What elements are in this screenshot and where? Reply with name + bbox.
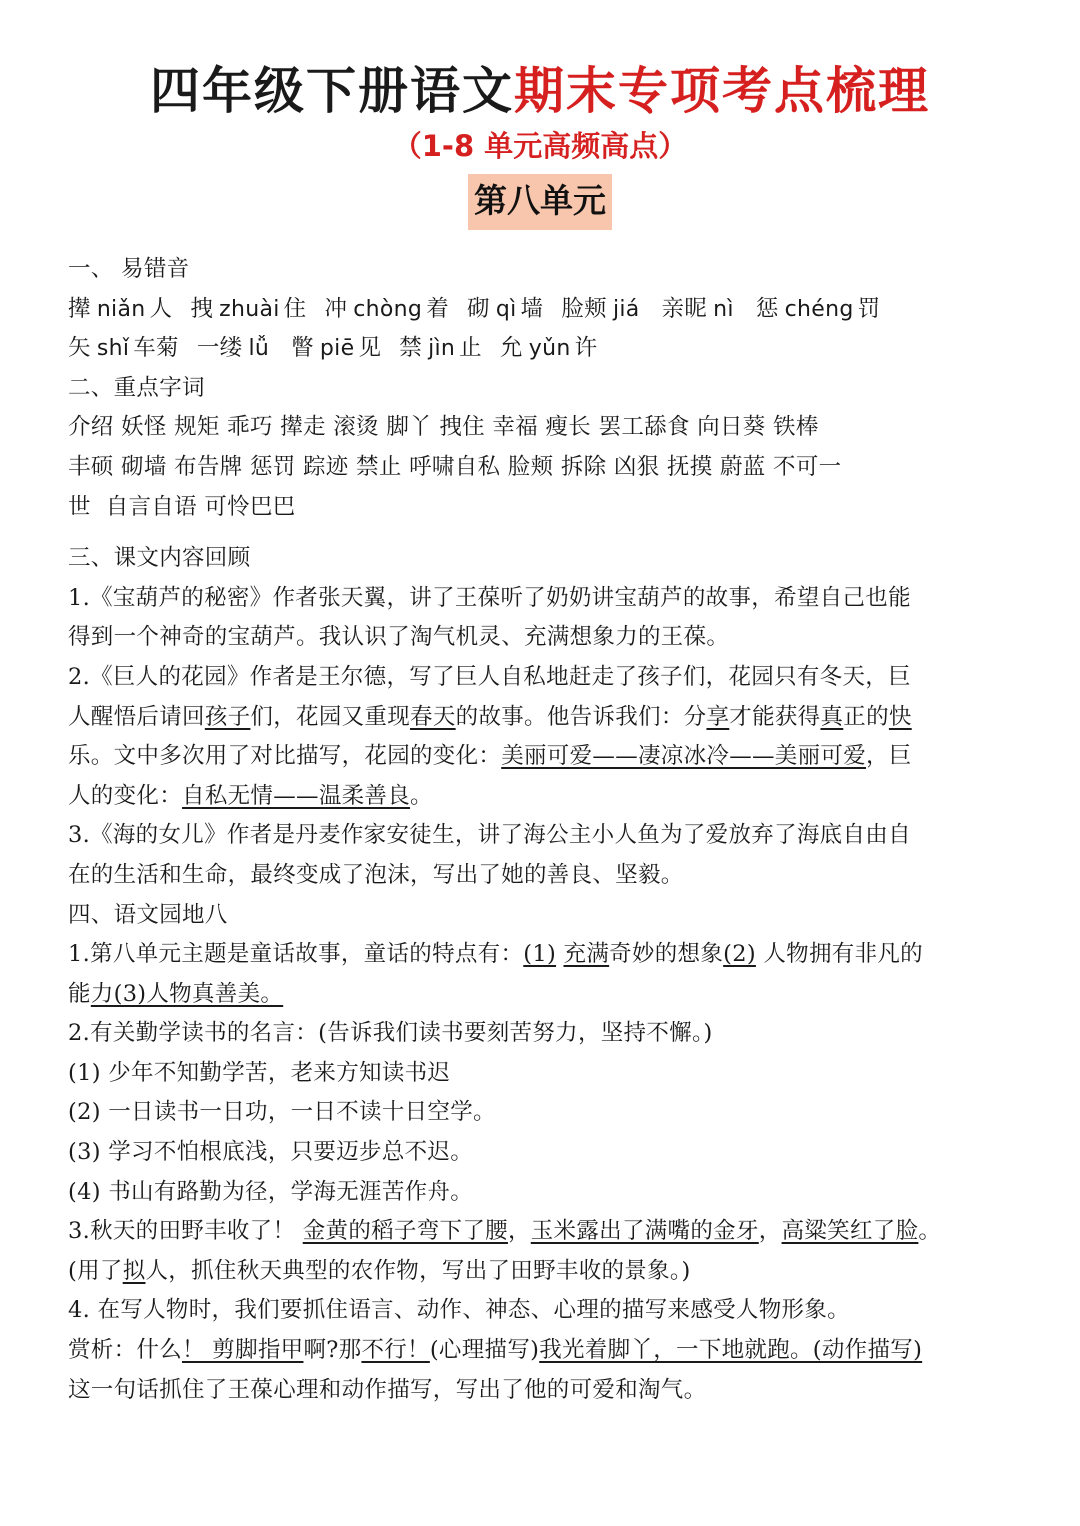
analysis-line-1: [68, 1331, 1018, 1371]
underlined-text: 真: [820, 703, 844, 730]
pinyin: yǔn: [528, 336, 571, 362]
text-run: 人物拥有非凡的: [755, 941, 923, 968]
underlined-text: 不行！: [361, 1337, 430, 1364]
hanzi: 见: [358, 335, 382, 362]
pinyin-item: [324, 296, 449, 322]
pinyin: nì: [713, 296, 734, 322]
text-run: 才能获得: [729, 703, 821, 730]
text-run: 人的变化：: [68, 782, 183, 809]
section-heading-pronunciation: 一、 易错音: [68, 256, 190, 282]
hanzi: 一缕: [196, 335, 243, 362]
analysis-line-2: 这一句话抓住了王葆心理和动作描写，写出了他的可爱和淘气。: [68, 1376, 707, 1403]
text-run: 啊?那: [303, 1337, 362, 1364]
underlined-text: 快: [888, 703, 912, 730]
pinyin-item: [68, 296, 172, 322]
underlined-text: 充满: [563, 941, 610, 968]
page-subtitle: （1-8 单元高频高点）: [392, 129, 688, 163]
underlined-text: 孩子: [204, 703, 251, 730]
hanzi: 许: [574, 335, 598, 362]
underlined-text: ！ 剪脚指甲: [182, 1337, 304, 1364]
pinyin-item: [291, 335, 381, 361]
hanzi: 惩: [755, 295, 779, 322]
pinyin-item: [662, 296, 738, 322]
text-run: (心理描写): [429, 1337, 540, 1364]
pinyin-item: [467, 296, 543, 322]
underlined-text: 拟: [122, 1257, 146, 1284]
garden-item-1-line-2: [68, 975, 1018, 1015]
text-run: 的故事。他告诉我们：分: [455, 703, 707, 730]
text-run: 正的: [843, 703, 889, 730]
hanzi: 撵: [68, 295, 91, 322]
hanzi: 罚: [857, 295, 881, 322]
text-run: 们，花园又重现: [250, 703, 411, 730]
text-run: 奇妙的想象: [609, 941, 724, 968]
pinyin-item: [399, 335, 482, 361]
underlined-text: (1): [523, 941, 557, 968]
hanzi: 禁: [399, 335, 423, 362]
underlined-text: 美丽可爱——凄凉冰冷——美丽可爱: [501, 743, 867, 770]
underlined-text: 春天: [410, 703, 456, 730]
pinyin-item: [756, 296, 881, 322]
text-run: 。: [410, 782, 433, 809]
hanzi: 车菊: [133, 335, 179, 362]
review-p2-line-4: [68, 777, 1018, 817]
underlined-text: (2): [723, 941, 756, 968]
review-p2-line-3: [68, 737, 1018, 777]
text-run: 人，抓住秋天典型的农作物，写出了田野丰收的景象。): [145, 1257, 691, 1284]
review-p2-line-2: [68, 698, 1018, 738]
pinyin: qì: [495, 296, 517, 322]
underlined-text: 力(3)人物真善美。: [90, 980, 284, 1007]
quote-1: (1) 少年不知勤学苦，老来方知读书迟: [68, 1059, 451, 1086]
vocabulary-line-2: 丰硕 砌墙 布告牌 惩罚 踪迹 禁止 呼啸自私 脸颊 拆除 凶狠 抚摸 蔚蓝 不可一: [68, 453, 842, 480]
unit-label-wrap: [0, 174, 1080, 230]
hanzi: 亲昵: [661, 295, 708, 322]
text-run: 3.秋天的田野丰收了！: [68, 1218, 303, 1245]
hanzi: 允: [499, 335, 523, 362]
review-p3-line-1: 3.《海的女儿》作者是丹麦作家安徒生，讲了海公主小人鱼为了爱放弃了海底自由自: [68, 822, 911, 849]
quote-3: (3) 学习不怕根底浅，只要迈步总不迟。: [68, 1139, 474, 1166]
hanzi: 止: [459, 335, 482, 362]
hanzi: 冲: [324, 295, 348, 322]
pinyin: chéng: [784, 296, 854, 322]
underlined-text: 玉米露出了满嘴的金牙: [530, 1218, 759, 1245]
pinyin: jiá: [612, 296, 640, 322]
hanzi: 拽: [190, 295, 214, 322]
text-run: [556, 941, 563, 967]
text-run: (用了: [68, 1257, 123, 1284]
review-p1-line-1: 1.《宝葫芦的秘密》作者张天翼，讲了王葆听了奶奶讲宝葫芦的故事，希望自己也能: [68, 584, 911, 611]
section-heading-review: 三、课文内容回顾: [68, 545, 251, 572]
garden-item-1-line-1: [68, 935, 1018, 975]
pinyin-item: [190, 296, 306, 322]
pinyin: niǎn: [96, 296, 146, 322]
pinyin-item: [197, 335, 273, 361]
hanzi: 住: [283, 295, 307, 322]
text-run: 能: [68, 980, 91, 1007]
text-run: 赏析：什么: [68, 1337, 183, 1364]
text-run: ，: [758, 1218, 782, 1245]
text-run: 1.第八单元主题是童话故事，童话的特点有：: [68, 941, 524, 968]
pinyin: zhuài: [219, 296, 280, 322]
pinyin-line-1: [68, 290, 1018, 330]
garden-item-3-line-2: [68, 1252, 1018, 1292]
section-heading-garden: 四、语文园地八: [68, 901, 228, 928]
text-run: 人醒悟后请回: [68, 703, 205, 730]
pinyin: jìn: [428, 336, 456, 362]
hanzi: 人: [149, 295, 173, 322]
page-title: [0, 58, 1080, 124]
pinyin: shǐ: [96, 336, 130, 362]
title-black: 四年级下册语文: [150, 62, 514, 120]
hanzi: 着: [426, 295, 450, 322]
underlined-text: 金黄的稻子弯下了腰: [302, 1218, 508, 1245]
hanzi: 脸颊: [561, 295, 607, 322]
title-red: 期末专项考点梳理: [514, 62, 930, 120]
pinyin-item: [68, 335, 179, 361]
underlined-text: 自私无情——温柔善良: [182, 782, 411, 809]
text-run: 。: [918, 1218, 942, 1245]
unit-label: 第八单元: [468, 174, 612, 230]
underlined-text: 我光着脚丫，一下地就跑。(动作描写): [539, 1337, 923, 1364]
pinyin: piē: [319, 336, 355, 362]
underlined-text: 高粱笑红了脸: [781, 1218, 919, 1245]
garden-item-2: 2.有关勤学读书的名言：(告诉我们读书要刻苦努力，坚持不懈。): [68, 1020, 713, 1047]
quote-4: (4) 书山有路勤为径，学海无涯苦作舟。: [68, 1178, 474, 1205]
text-run: 乐。文中多次用了对比描写，花园的变化：: [68, 743, 502, 770]
vocabulary-line-3: 世 自言自语 可怜巴巴: [68, 493, 296, 520]
pinyin-item: [561, 296, 643, 322]
section-heading-vocabulary: 二、重点字词: [68, 374, 205, 401]
garden-item-3-line-1: [68, 1212, 1018, 1252]
review-p2-line-1: 2.《巨人的花园》作者是王尔德，写了巨人自私地赶走了孩子们，花园只有冬天，巨: [68, 663, 911, 690]
garden-item-4: 4. 在写人物时，我们要抓住语言、动作、神态、心理的描写来感受人物形象。: [68, 1297, 850, 1324]
text-run: ，巨: [866, 743, 912, 770]
underlined-text: 享: [706, 703, 730, 730]
pinyin-line-2: [68, 329, 1018, 369]
hanzi: 矢: [68, 335, 91, 362]
quote-2: (2) 一日读书一日功，一日不读十日空学。: [68, 1099, 496, 1126]
pinyin: chòng: [353, 296, 423, 322]
hanzi: 墙: [520, 295, 544, 322]
text-run: ，: [507, 1218, 531, 1245]
review-p3-line-2: 在的生活和生命，最终变成了泡沫，写出了她的善良、坚毅。: [68, 861, 684, 888]
vocabulary-line-1: 介绍 妖怪 规矩 乖巧 撵走 滚烫 脚丫 拽住 幸福 瘦长 罢工舔食 向日葵 铁棒: [68, 414, 819, 441]
hanzi: 砌: [467, 295, 490, 322]
content-body: [68, 250, 1018, 1410]
pinyin-item: [500, 335, 597, 361]
hanzi: 瞥: [291, 335, 314, 362]
pinyin: lǚ: [248, 336, 270, 362]
review-p1-line-2: 得到一个神奇的宝葫芦。我认识了淘气机灵、充满想象力的王葆。: [68, 624, 730, 651]
